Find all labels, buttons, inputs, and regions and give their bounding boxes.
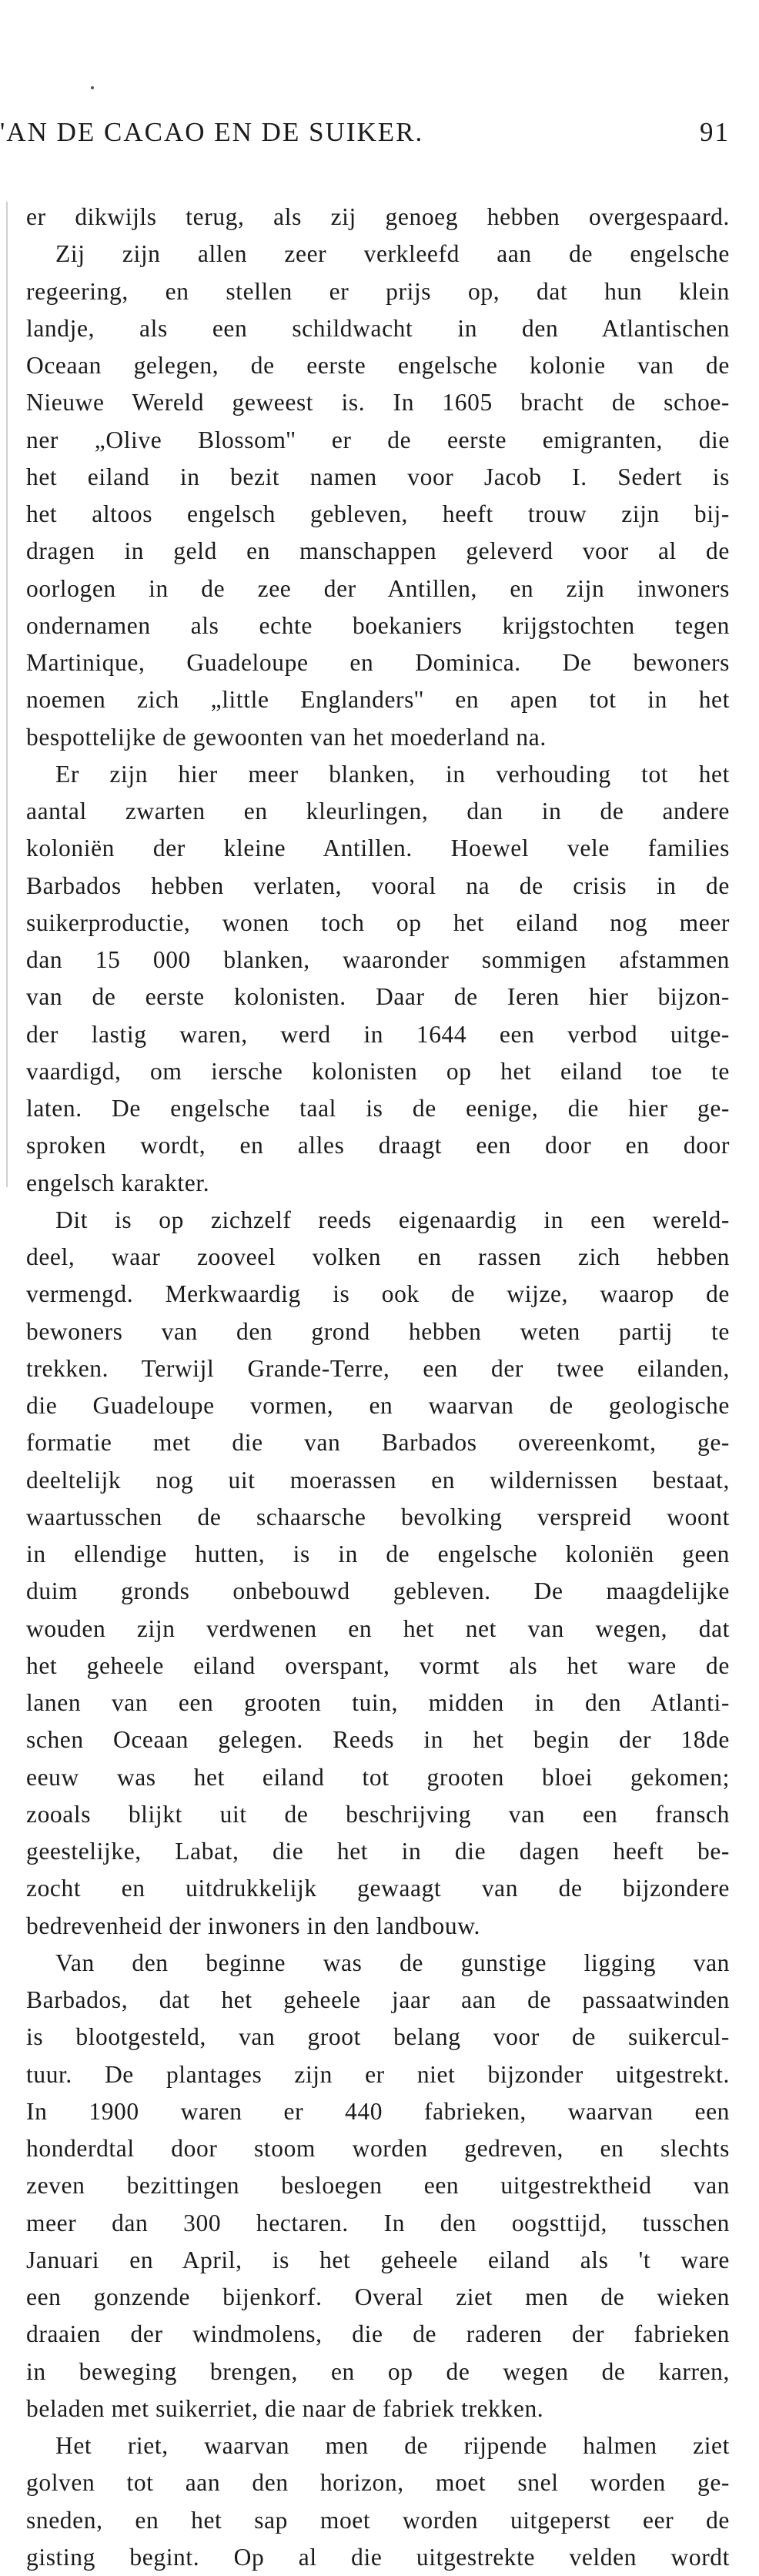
text-line: vermengd. Merkwaardig is ook de wijze, waarop de — [26, 1280, 730, 1308]
text-line: noemen zich „little Englanders'' en apen tot in het — [26, 686, 730, 714]
text-line: het altoos engelsch gebleven, heeft trouw zijn bij- — [26, 500, 730, 527]
text-line: zocht en uitdrukkelijk gewaagt van de bijzondere — [26, 1875, 730, 1902]
text-line: Er zijn hier meer blanken, in verhouding tot het — [55, 760, 730, 788]
text-line: bedrevenheid der inwoners in den landbouw. — [26, 1912, 480, 1939]
text-line: honderdtal door stoom worden gedreven, en slechts — [26, 2135, 730, 2162]
running-title: 'AN DE CACAO EN DE SUIKER. — [0, 117, 424, 147]
body-text — [26, 199, 730, 2576]
text-line: vaardigd, om iersche kolonisten op het eiland toe te — [26, 1057, 730, 1085]
text-line: Dit is op zichzelf reeds eigenaardig in een wereld- — [55, 1206, 730, 1233]
text-line: zeven bezittingen besloegen een uitgestrektheid van — [26, 2172, 730, 2200]
text-line: wouden zijn verdwenen en het net van wegen, dat — [26, 1614, 730, 1642]
text-line: koloniën der kleine Antillen. Hoewel vele families — [26, 835, 730, 862]
text-line: Januari en April, is het geheele eiland als 't ware — [26, 2246, 730, 2273]
page-number: 91 — [700, 117, 730, 147]
text-line: In 1900 waren er 440 fabrieken, waarvan een — [26, 2097, 730, 2125]
text-line: waartusschen de schaarsche bevolking verspreid woont — [26, 1503, 730, 1531]
text-line: sproken wordt, en alles draagt een door en door — [26, 1132, 730, 1159]
text-line: deel, waar zooveel volken en rassen zich hebben — [26, 1243, 730, 1270]
running-header — [0, 117, 759, 156]
text-line: Barbados, dat het geheele jaar aan de passaatwinden — [26, 1986, 730, 2013]
text-line: die Guadeloupe vormen, en waarvan de geologische — [26, 1392, 730, 1419]
text-line: van de eerste kolonisten. Daar de Ieren hier bijzon- — [26, 983, 730, 1011]
text-line: oorlogen in de zee der Antillen, en zijn inwoners — [26, 574, 730, 602]
text-line: Zij zijn allen zeer verkleefd aan de engelsche — [55, 240, 730, 268]
text-line: trekken. Terwijl Grande-Terre, een der twee eilanden, — [26, 1354, 730, 1382]
ink-speck — [91, 86, 94, 89]
text-line: laten. De engelsche taal is de eenige, die hier ge- — [26, 1095, 730, 1122]
text-line: Nieuwe Wereld geweest is. In 1605 bracht de schoe- — [26, 389, 730, 417]
text-line: Het riet, waarvan men de rijpende halmen ziet — [55, 2432, 730, 2459]
text-line: engelsch karakter. — [26, 1169, 210, 1196]
binding-shadow — [6, 202, 8, 1187]
text-line: Oceaan gelegen, de eerste engelsche kolonie van de — [26, 352, 730, 379]
text-line: is blootgesteld, van groot belang voor de suikercul- — [26, 2023, 730, 2051]
text-line: eeuw was het eiland tot grooten bloei gekomen; — [26, 1763, 730, 1791]
text-line: een gonzende bijenkorf. Overal ziet men de wieken — [26, 2283, 730, 2310]
text-line: schen Oceaan gelegen. Reeds in het begin der 18de — [26, 1726, 730, 1754]
text-line: sneden, en het sap moet worden uitgeperst eer de — [26, 2506, 730, 2534]
text-line: golven tot aan den horizon, moet snel worden ge- — [26, 2469, 730, 2497]
text-line: duim gronds onbebouwd gebleven. De maagdelijke — [26, 1577, 730, 1605]
text-line: Barbados hebben verlaten, vooral na de crisis in de — [26, 871, 730, 899]
text-line: bespottelijke de gewoonten van het moederland na. — [26, 723, 547, 751]
text-line: ner „Olive Blossom'' er de eerste emigranten, die — [26, 426, 730, 453]
text-line: bewoners van den grond hebben weten partij te — [26, 1317, 730, 1345]
text-line: aantal zwarten en kleurlingen, dan in de andere — [26, 798, 730, 825]
text-line: dragen in geld en manschappen geleverd voor al de — [26, 537, 730, 565]
text-line: regeering, en stellen er prijs op, dat hun klein — [26, 277, 730, 305]
text-line: meer dan 300 hectaren. In den oogsttijd, tusschen — [26, 2209, 730, 2236]
text-line: geestelijke, Labat, die het in die dagen heeft be- — [26, 1838, 730, 1865]
text-line: Van den beginne was de gunstige ligging van — [55, 1949, 730, 1976]
text-line: deeltelijk nog uit moerassen en wildernissen bestaat, — [26, 1466, 730, 1494]
text-line: lanen van een grooten tuin, midden in den Atlanti- — [26, 1689, 730, 1716]
text-line: landje, als een schildwacht in den Atlantischen — [26, 314, 730, 342]
text-line: er dikwijls terug, als zij genoeg hebben overgespaard. — [26, 203, 730, 230]
text-line: in beweging brengen, en op de wegen de karren, — [26, 2357, 730, 2385]
text-line: het geheele eiland overspant, vormt als het ware de — [26, 1651, 730, 1679]
text-line: dan 15 000 blanken, waaronder sommigen afstammen — [26, 946, 730, 973]
text-line: der lastig waren, werd in 1644 een verbod uitge- — [26, 1020, 730, 1048]
text-line: zooals blijkt uit de beschrijving van een fransch — [26, 1800, 730, 1828]
text-line: formatie met die van Barbados overeenkomt, ge- — [26, 1429, 730, 1457]
text-line: suikerproductie, wonen toch op het eiland nog meer — [26, 908, 730, 936]
text-line: ondernamen als echte boekaniers krijgstochten tegen — [26, 611, 730, 639]
text-line: draaien der windmolens, die de raderen der fabrieken — [26, 2320, 730, 2348]
text-line: Martinique, Guadeloupe en Dominica. De bewoners — [26, 649, 730, 676]
text-line: in ellendige hutten, is in de engelsche koloniën geen — [26, 1541, 730, 1567]
text-line: het eiland in bezit namen voor Jacob I. Sedert is — [26, 463, 730, 490]
text-line: tuur. De plantages zijn er niet bijzonder uitgestrekt. — [26, 2060, 730, 2088]
text-line: gisting begint. Op al die uitgestrekte velden wordt — [26, 2543, 730, 2571]
text-line: beladen met suikerriet, die naar de fabriek trekken. — [26, 2394, 544, 2422]
